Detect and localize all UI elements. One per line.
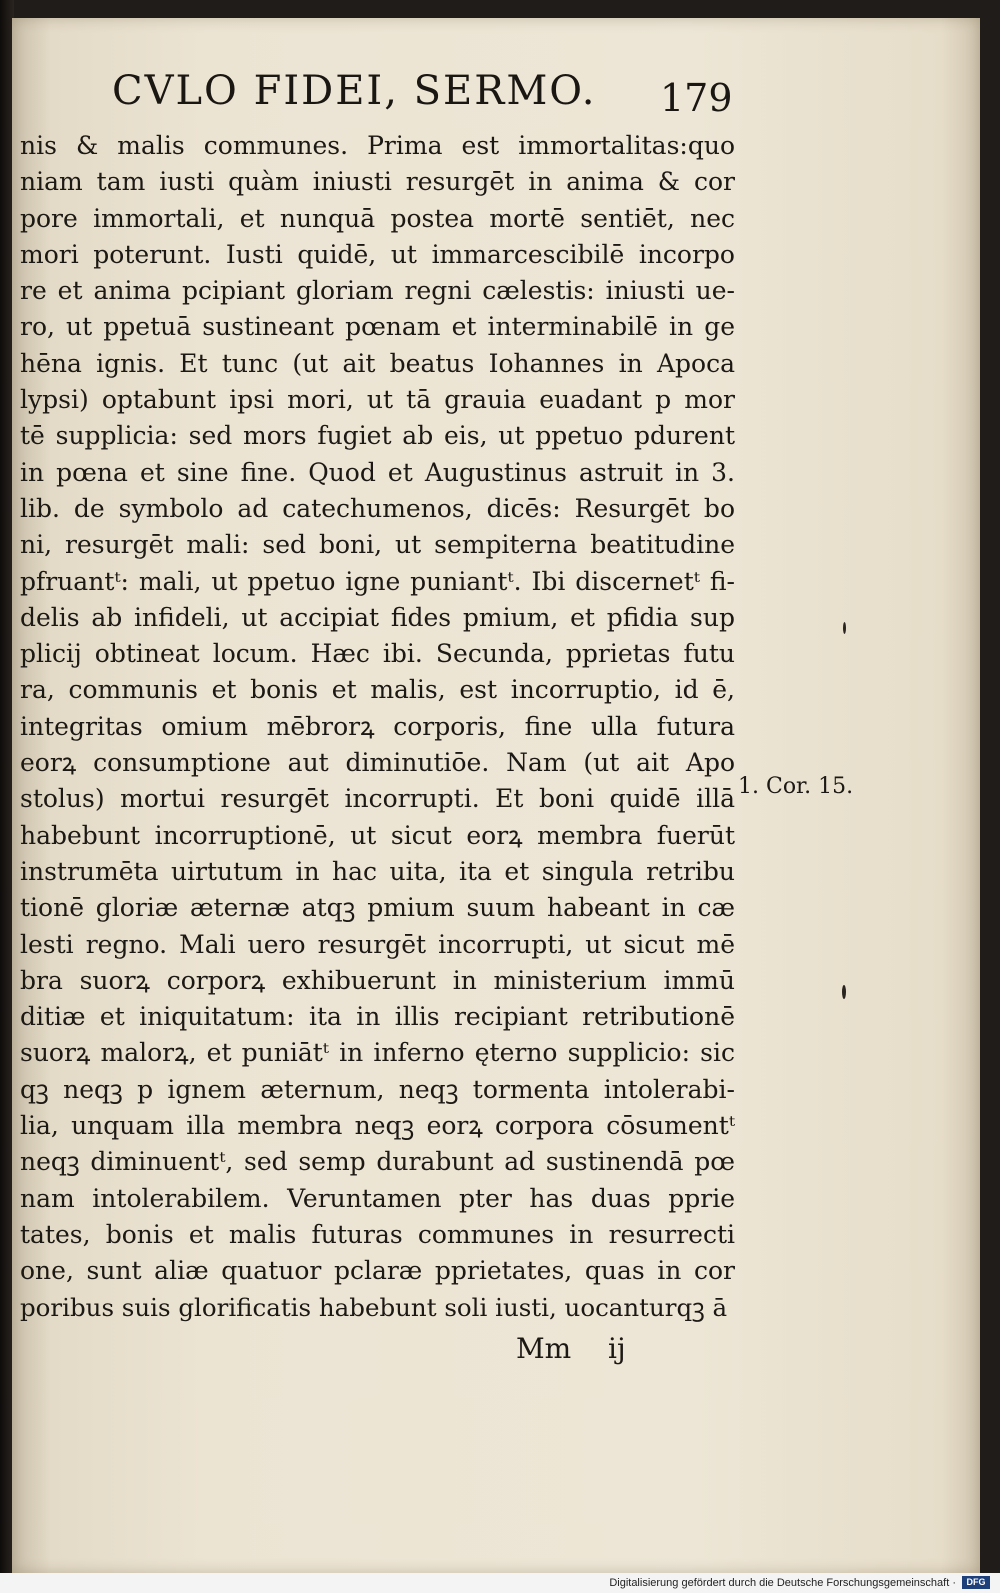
body-text-block — [20, 128, 735, 1326]
text-line: nis & malis communes. Prima est immortalitas:quo — [20, 131, 735, 160]
text-line: poribus suis glorificatis habebunt soli iusti, uocanturqꝫ ā — [20, 1292, 728, 1322]
text-line: ni, resurgēt mali: sed boni, ut sempiterna beatitudine — [20, 530, 735, 560]
text-line: lesti regno. Mali uero resurgēt incorrupti, ut sicut mē — [20, 929, 735, 959]
margin-note: 1. Cor. 15. — [738, 774, 854, 799]
text-line: hēna ignis. Et tunc (ut ait beatus Iohannes in Apoca — [20, 348, 735, 378]
text-line: tionē gloriæ æternæ atqꝫ pmium suum habeant in cæ — [20, 893, 735, 923]
text-line: niam tam iusti quàm iniusti resurgēt in anima & cor — [20, 167, 735, 197]
text-line: bra suorꝝ corporꝝ exhibuerunt in ministerium immū — [20, 965, 735, 995]
text-line: stolus) mortui resurgēt incorrupti. Et boni quidē illā — [20, 784, 735, 814]
text-line: ditiæ et iniquitatum: ita in illis recipiant retributionē — [20, 1002, 735, 1032]
text-line: habebunt incorruptionē, ut sicut eorꝝ membra fuerūt — [20, 820, 735, 850]
text-line: qꝫ neqꝫ p ignem æternum, neqꝫ tormenta intolerabi- — [20, 1074, 735, 1104]
running-title: CVLO FIDEI, SERMO. — [112, 68, 597, 114]
text-line: one, sunt aliæ quatuor pclaræ pprietates, quas in cor — [20, 1256, 735, 1286]
funding-credit: Digitalisierung gefördert durch die Deutsche Forschungsgemeinschaft · — [609, 1577, 956, 1589]
text-line: eorꝝ consumptione aut diminutiōe. Nam (ut ait Apo — [20, 748, 735, 778]
text-line: delis ab infideli, ut accipiat fides pmium, et pfidia sup — [20, 602, 735, 632]
text-line: integritas omium mēbrorꝝ corporis, fine ulla futura — [20, 711, 735, 741]
ink-speck — [842, 985, 846, 999]
text-line: lia, unquam illa membra neqꝫ eorꝝ corpora cōsumentᵗ — [20, 1111, 735, 1141]
text-line: mori poterunt. Iusti quidē, ut immarcescibilē incorpo — [20, 239, 735, 269]
text-line: neqꝫ diminuentᵗ, sed semp durabunt ad sustinendā pœ — [20, 1147, 735, 1177]
text-line: lib. de symbolo ad catechumenos, dicēs: Resurgēt bo — [20, 493, 735, 523]
signature-mark: ij — [608, 1332, 626, 1365]
text-line: lypsi) optabunt ipsi mori, ut tā grauia euadant p mor — [20, 385, 735, 415]
text-line: pfruantᵗ: mali, ut ppetuo igne puniantᵗ. Ibi discernetᵗ fi- — [20, 566, 735, 596]
text-line: re et anima pcipiant gloriam regni cælestis: iniusti ue- — [20, 276, 735, 306]
catchword: Mm — [516, 1332, 572, 1365]
text-line: ra, communis et bonis et malis, est incorruptio, id ē, — [20, 675, 735, 705]
digitization-footer — [0, 1573, 1000, 1593]
folio-number: 179 — [660, 76, 733, 120]
ink-speck — [843, 622, 846, 634]
text-line: in pœna et sine fine. Quod et Augustinus astruit in 3. — [20, 457, 735, 487]
text-line: suorꝝ malorꝝ, et puniātᵗ in inferno ęterno supplicio: sic — [20, 1038, 735, 1068]
text-line: pore immortali, et nunquā postea mortē sentiēt, nec — [20, 203, 735, 233]
text-line: tē supplicia: sed mors fugiet ab eis, ut ppetuo pdurent — [20, 421, 735, 451]
dfg-logo: DFG — [962, 1576, 990, 1589]
text-line: tates, bonis et malis futuras communes in resurrecti — [20, 1219, 735, 1249]
text-line: instrumēta uirtutum in hac uita, ita et singula retribu — [20, 856, 735, 886]
text-line: plicij obtineat locum. Hæc ibi. Secunda, pprietas futu — [20, 639, 735, 669]
text-line: ro, ut ppetuā sustineant pœnam et interminabilē in ge — [20, 312, 735, 342]
text-line: nam intolerabilem. Veruntamen pter has duas pprie — [20, 1183, 735, 1213]
